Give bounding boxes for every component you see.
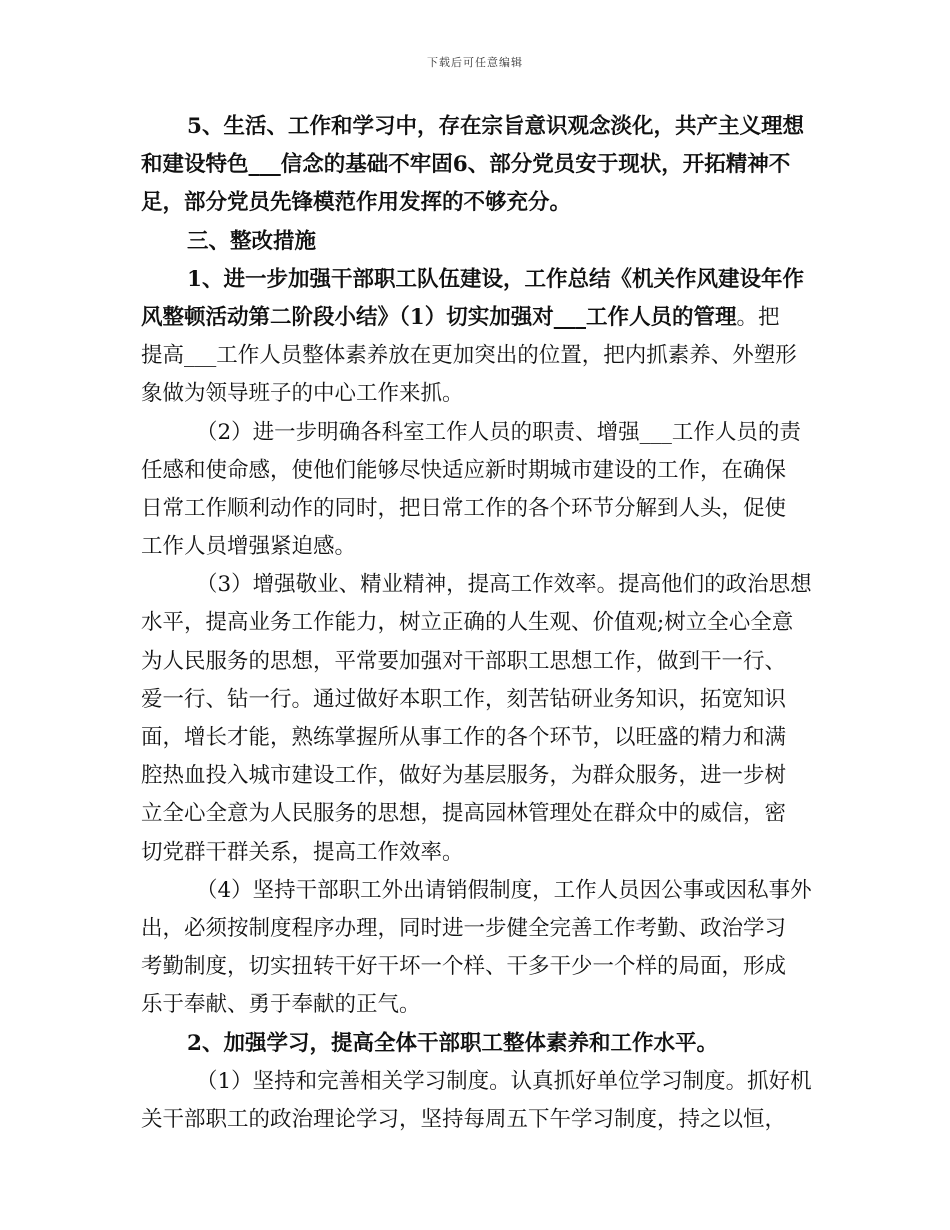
paragraph-line: 切党群干群关系，提高工作效率。 (141, 839, 464, 865)
paragraph-line: （2）进一步明确各科室工作人员的职责、增强___工作人员的责 (196, 419, 801, 445)
paragraph-line: 爱一行、钻一行。通过做好本职工作，刻苦钻研业务知识，拓宽知识 (141, 686, 787, 712)
section-heading: 2、加强学习，提高全体干部职工整体素养和工作水平。 (187, 1030, 718, 1056)
paragraph-line: 考勤制度，切实扭转干好干坏一个样、干多干少一个样的局面，形成 (141, 954, 787, 980)
paragraph-line: 乐于奉献、勇于奉献的正气。 (141, 992, 421, 1018)
bold-run: 风整顿活动第二阶段小结》（1）切实加强对___工作人员的管理 (141, 304, 737, 330)
paragraph-line: 日常工作顺利动作的同时，把日常工作的各个环节分解到人头，促使 (141, 495, 787, 521)
paragraph-line: 为人民服务的思想，平常要加强对干部职工思想工作，做到干一行、 (141, 648, 787, 674)
document-body (141, 108, 813, 1139)
paragraph-line: 工作人员增强紧迫感。 (141, 534, 357, 560)
paragraph-line: 足，部分党员先锋模范作用发挥的不够充分。 (141, 190, 572, 216)
paragraph-line: （4）坚持干部职工外出请销假制度，工作人员因公事或因私事外 (196, 877, 812, 903)
paragraph-line: 出，必须按制度程序办理，同时进一步健全完善工作考勤、政治学习 (141, 915, 787, 941)
paragraph-line: 象做为领导班子的中心工作来抓。 (141, 381, 464, 407)
paragraph-line: 和建设特色___信念的基础不牢固6、部分党员安于现状，开拓精神不 (141, 152, 791, 178)
paragraph-line: 面，增长才能，熟练掌握所从事工作的各个环节，以旺盛的精力和满 (141, 725, 787, 750)
paragraph-line: 关干部职工的政治理论学习，坚持每周五下午学习制度，持之以恒， (141, 1106, 787, 1132)
paragraph-line: 1、进一步加强干部职工队伍建设，工作总结《机关作风建设年作 (187, 266, 804, 292)
section-heading: 三、整改措施 (187, 228, 317, 254)
paragraph-line: （1）坚持和完善相关学习制度。认真抓好单位学习制度。抓好机 (196, 1068, 812, 1094)
paragraph-line: 腔热血投入城市建设工作，做好为基层服务，为群众服务，进一步树 (141, 763, 787, 789)
paragraph-line: 提高___工作人员整体素养放在更加突出的位置，把内抓素养、外塑形 (141, 343, 797, 369)
paragraph-line: 5、生活、工作和学习中，存在宗旨意识观念淡化，共产主义理想 (187, 114, 804, 139)
paragraph-line: （3）增强敬业、精业精神，提高工作效率。提高他们的政治思想 (196, 572, 812, 598)
paragraph-line: 任感和使命感，使他们能够尽快适应新时期城市建设的工作，在确保 (141, 457, 787, 483)
header-note: 下载后可任意编辑 (427, 56, 523, 69)
paragraph-line (141, 299, 813, 337)
paragraph-line: 立全心全意为人民服务的思想，提高园林管理处在群众中的威信，密 (141, 801, 787, 827)
normal-run: 。把 (736, 304, 780, 330)
paragraph-line: 水平，提高业务工作能力，树立正确的人生观、价值观;树立全心全意 (141, 610, 794, 636)
